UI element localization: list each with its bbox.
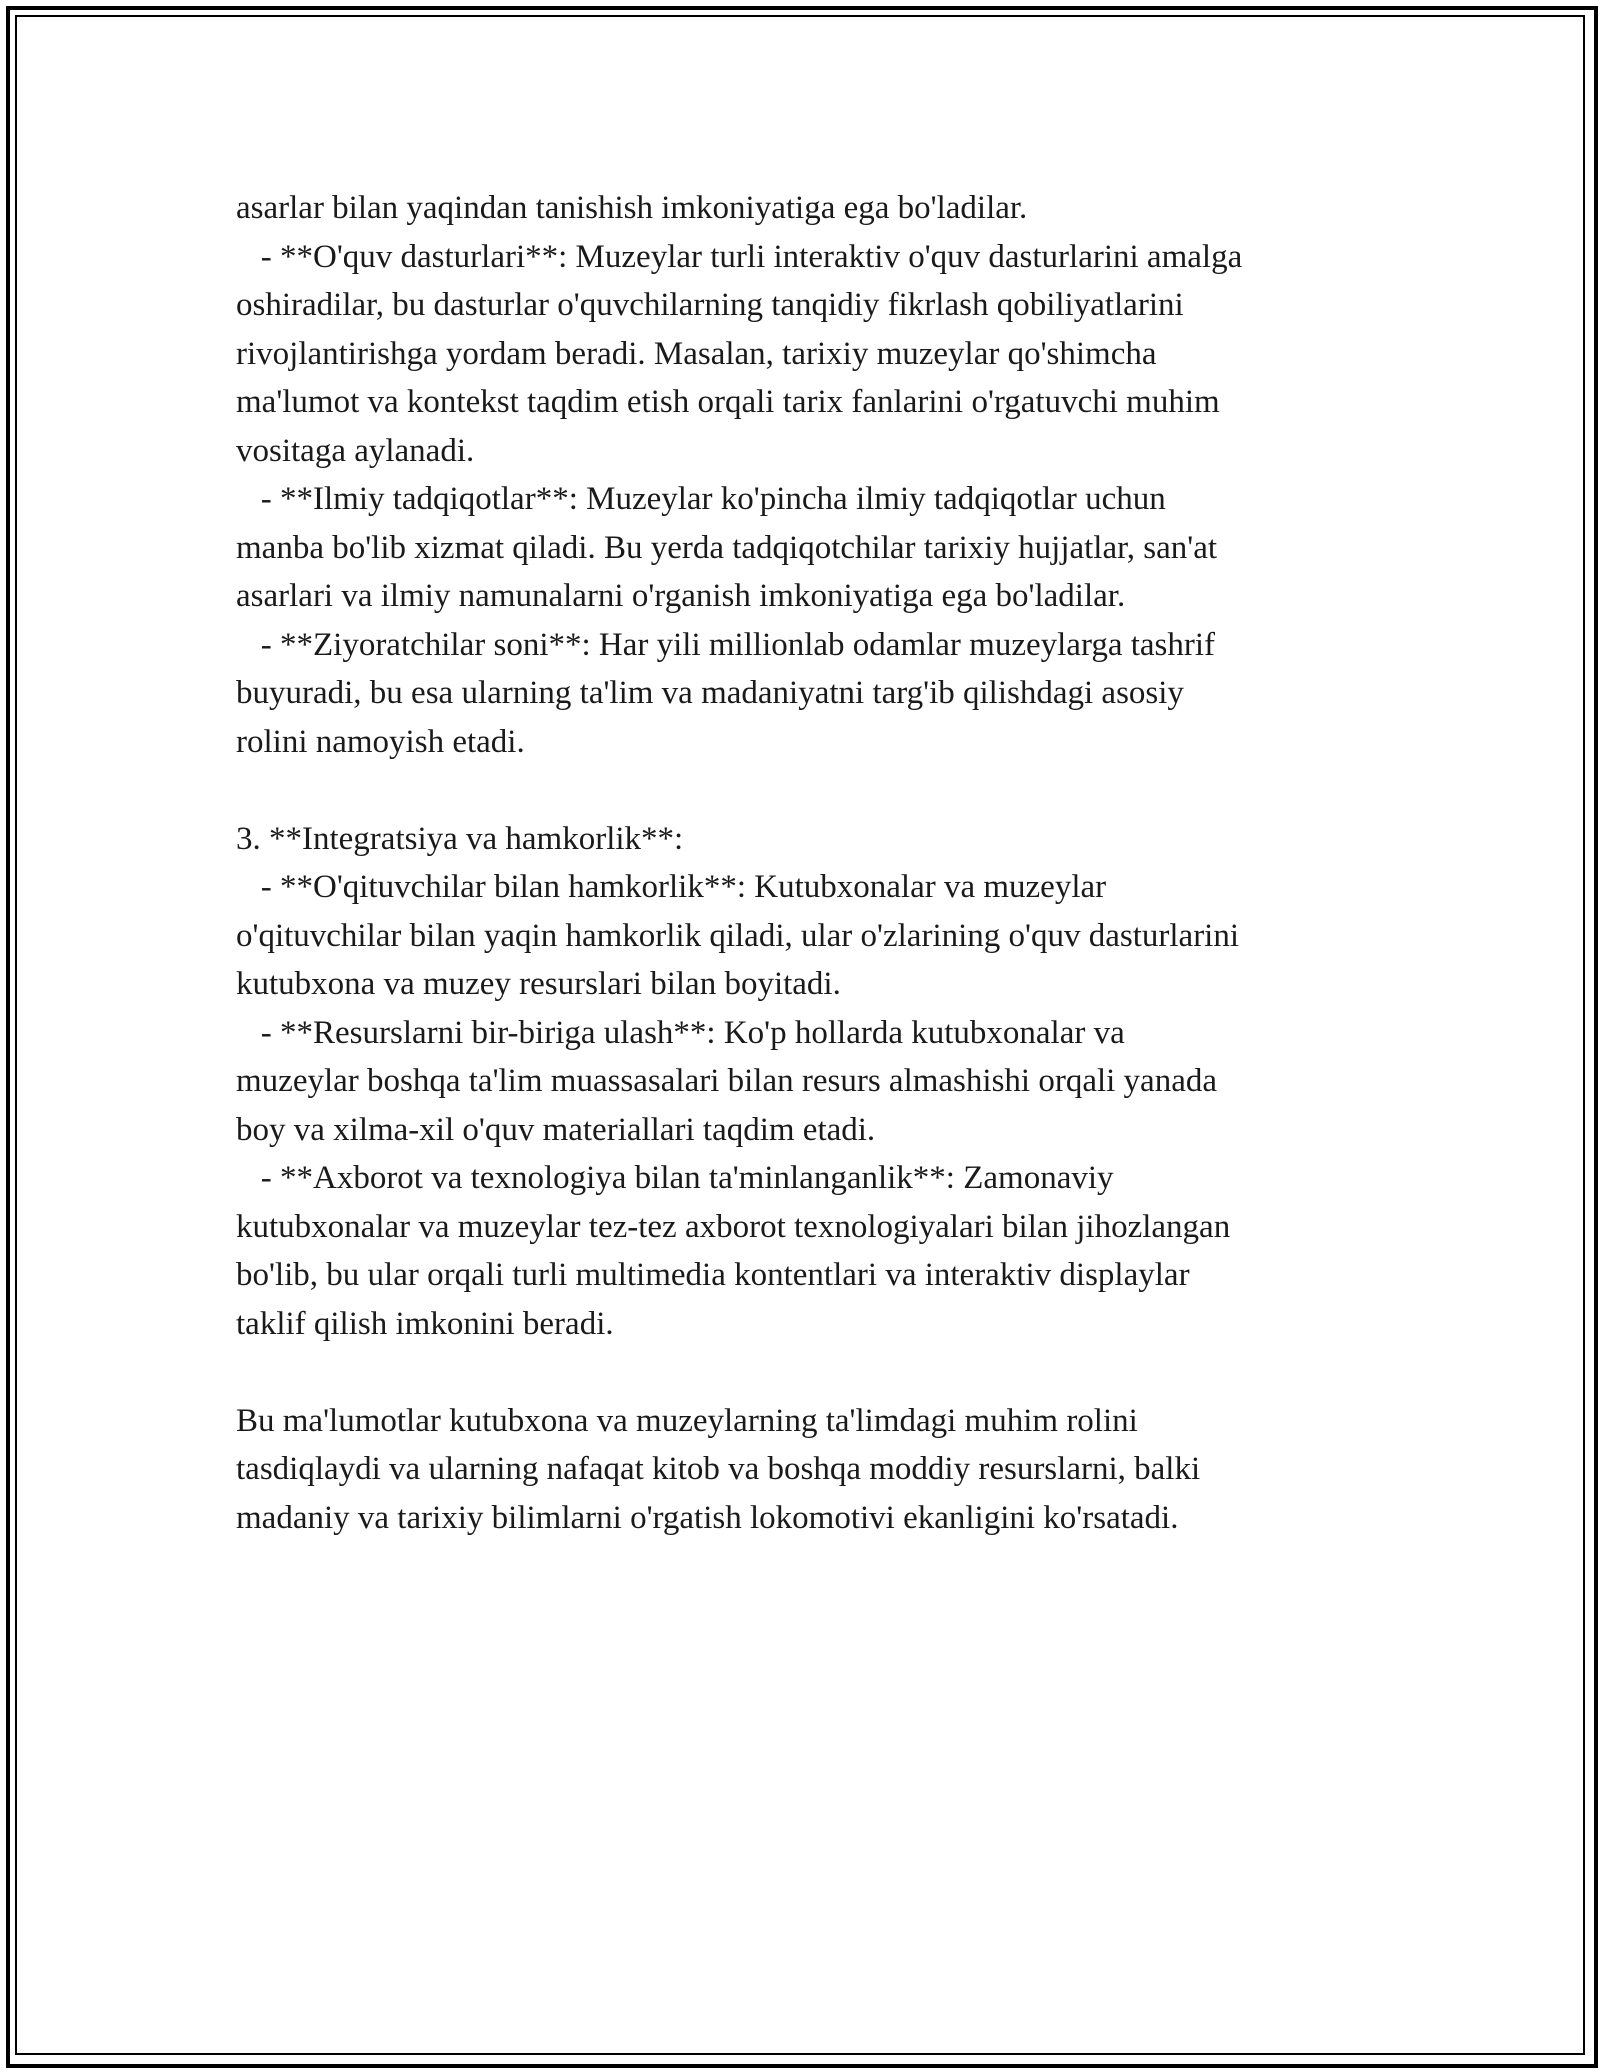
- paragraph-gap: [236, 1348, 1416, 1397]
- text-line: oshiradilar, bu dasturlar o'quvchilarning tanqidiy fikrlash qobiliyatlarini: [236, 287, 1184, 323]
- text-line: rivojlantirishga yordam beradi. Masalan, tarixiy muzeylar qo'shimcha: [236, 335, 1157, 372]
- text-line: boy va xilma-xil o'quv materiallari taqdim etadi.: [236, 1111, 876, 1148]
- section-heading: 3. **Integratsiya va hamkorlik**:: [236, 820, 684, 857]
- text-line: - **Resurslarni bir-biriga ulash**: Ko'p hollarda kutubxonalar va: [236, 1014, 1125, 1051]
- text-line: Bu ma'lumotlar kutubxona va muzeylarning ta'limdagi muhim rolini: [236, 1402, 1138, 1439]
- text-line: - **O'qituvchilar bilan hamkorlik**: Kutubxonalar va muzeylar: [236, 869, 1107, 905]
- document-body: [236, 184, 1416, 1542]
- text-line: - **Ilmiy tadqiqotlar**: Muzeylar ko'pincha ilmiy tadqiqotlar uchun: [236, 481, 1166, 517]
- text-line: asarlar bilan yaqindan tanishish imkoniyatiga ega bo'ladilar.: [236, 190, 1028, 226]
- text-line: ma'lumot va kontekst taqdim etish orqali tarix fanlarini o'rgatuvchi muhim: [236, 384, 1220, 420]
- text-line: kutubxona va muzey resurslari bilan boyitadi.: [236, 966, 841, 1002]
- text-line: rolini namoyish etadi.: [236, 723, 525, 760]
- text-line: o'qituvchilar bilan yaqin hamkorlik qiladi, ular o'zlarining o'quv dasturlarini: [236, 917, 1240, 954]
- text-line: asarlari va ilmiy namunalarni o'rganish imkoniyatiga ega bo'ladilar.: [236, 578, 1126, 614]
- text-line: taklif qilish imkonini beradi.: [236, 1305, 614, 1342]
- text-line: buyuradi, bu esa ularning ta'lim va madaniyatni targ'ib qilishdagi asosiy: [236, 675, 1184, 711]
- text-line: - **Ziyoratchilar soni**: Har yili millionlab odamlar muzeylarga tashrif: [236, 626, 1216, 663]
- text-line: - **Axborot va texnologiya bilan ta'minlanganlik**: Zamonaviy: [236, 1160, 1114, 1196]
- text-line: manba bo'lib xizmat qiladi. Bu yerda tadqiqotchilar tarixiy hujjatlar, san'at: [236, 529, 1218, 566]
- text-line: muzeylar boshqa ta'lim muassasalari bilan resurs almashishi orqali yanada: [236, 1063, 1217, 1099]
- text-line: vositaga aylanadi.: [236, 432, 475, 469]
- text-line: tasdiqlaydi va ularning nafaqat kitob va boshqa moddiy resurslarni, balki: [236, 1451, 1201, 1487]
- text-line: bo'lib, bu ular orqali turli multimedia kontentlari va interaktiv displaylar: [236, 1257, 1190, 1293]
- text-line: - **O'quv dasturlari**: Muzeylar turli interaktiv o'quv dasturlarini amalga: [236, 238, 1243, 275]
- text-line: kutubxonalar va muzeylar tez-tez axborot texnologiyalari bilan jihozlangan: [236, 1208, 1231, 1245]
- text-line: madaniy va tarixiy bilimlarni o'rgatish lokomotivi ekanligini ko'rsatadi.: [236, 1499, 1179, 1536]
- paragraph-gap: [236, 766, 1416, 815]
